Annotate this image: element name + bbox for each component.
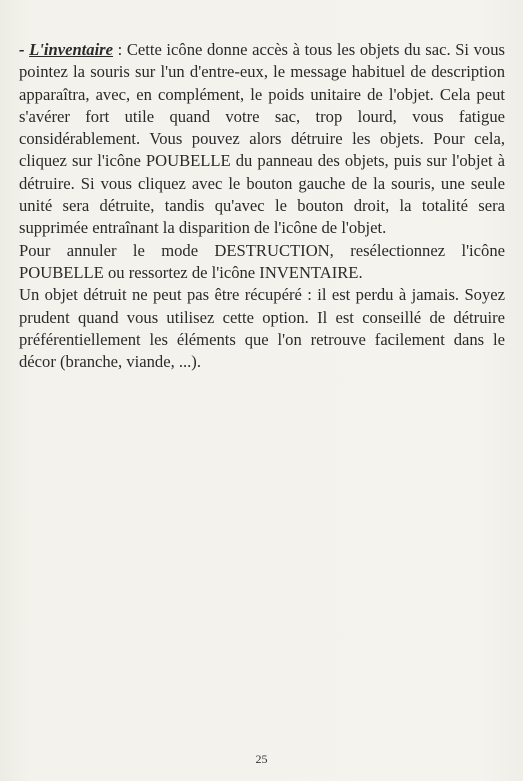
- paragraph-inventory: [19, 39, 505, 240]
- section-title: L'inventaire: [29, 40, 114, 59]
- page-number: 25: [255, 752, 268, 766]
- paragraph-cancel-destruction: Pour annuler le mode DESTRUCTION, resélectionnez l'icône POUBELLE ou ressortez de l'icône INVENTAIRE.: [19, 240, 505, 282]
- paragraph-warning: Un objet détruit ne peut pas être récupéré : il est perdu à jamais. Soyez prudent quand vous utilisez cette option. Il est conseillé de détruire préférentiellement les éléments que l'on retrouve facilement dans le décor (branche, viande, ...).: [19, 285, 505, 372]
- section-dash: -: [19, 40, 30, 59]
- paragraph-1-text: : Cette icône donne accès à tous les objets du sac. Si vous pointez la souris sur l'un d'entre-eux, le message habituel de description apparaîtra, avec, en complément, le poids unitaire de l'objet. Cela peut s'avérer fort utile quand votre sac, trop lourd, vous fatigue considérablement. Vous pouvez alors détruire les objets. Pour cela, cliquez sur l'icône POUBELLE du panneau des objets, puis sur l'objet à détruire. Si vous cliquez avec le bouton gauche de la souris, une seule unité sera détruite, tandis qu'avec le bouton droit, la totalité sera supprimée entraînant la disparition de l'icône de l'objet.: [19, 40, 505, 238]
- body-text: [19, 39, 505, 373]
